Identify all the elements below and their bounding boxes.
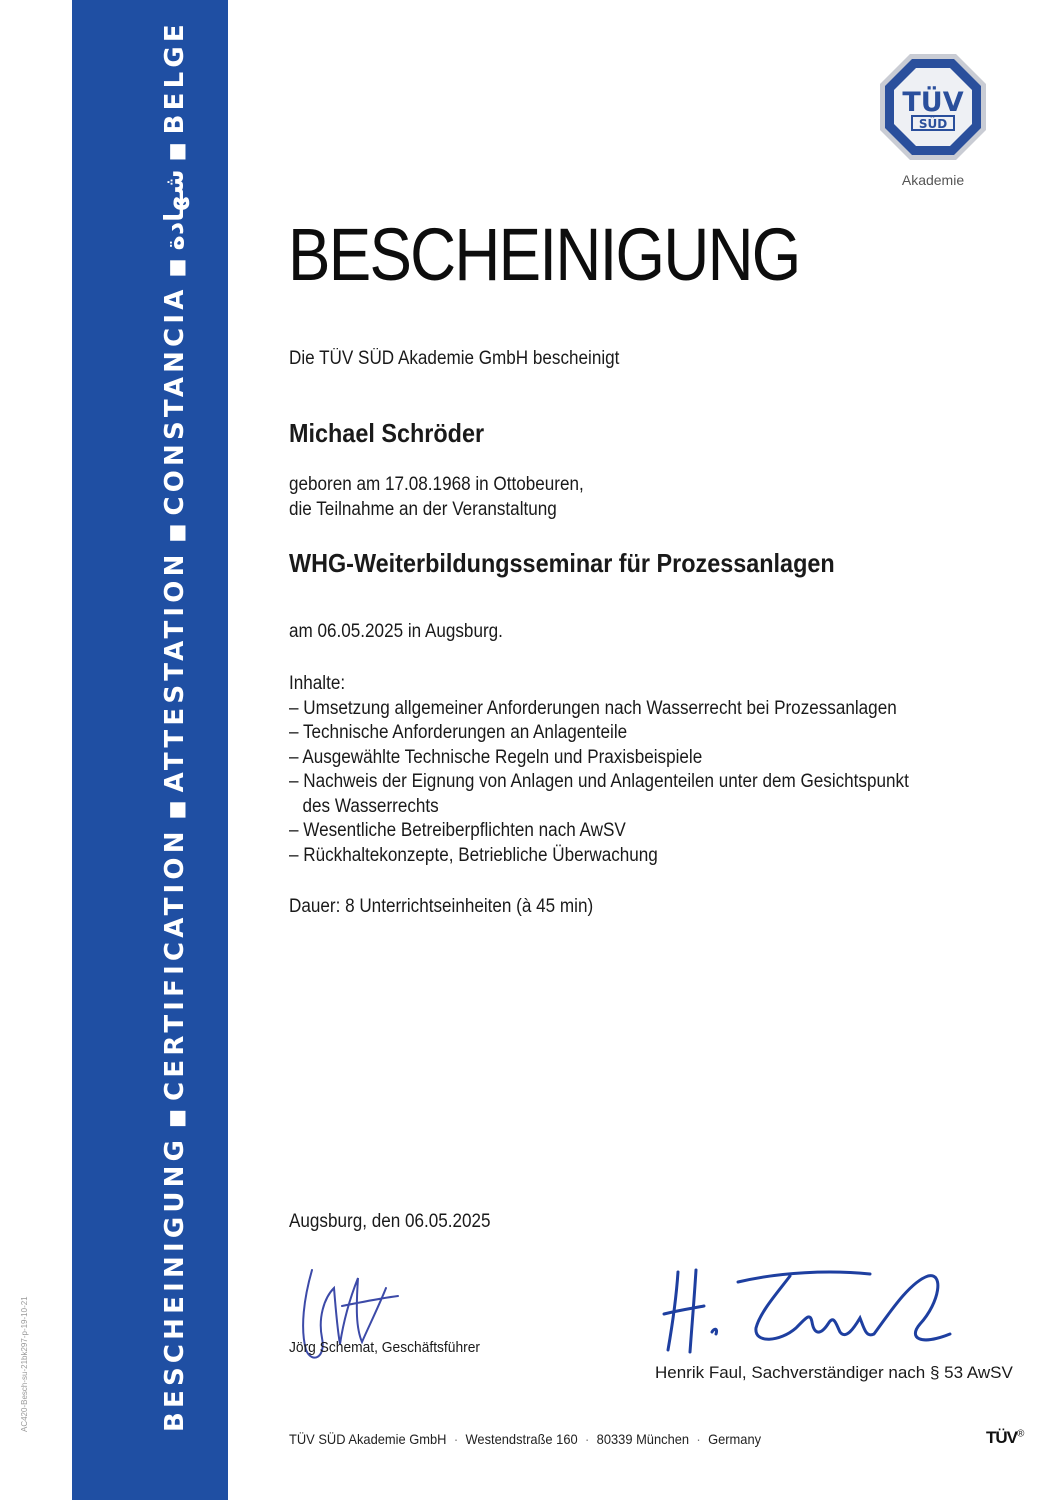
birth-line: geboren am 17.08.1968 in Ottobeuren, <box>289 474 584 495</box>
band-word-constancia: CONSTANCIA <box>160 285 190 516</box>
band-word-certification: CERTIFICATION <box>160 827 190 1101</box>
list-item: – Nachweis der Eignung von Anlagen und Anlagenteilen unter dem Gesichtspunkt <box>289 771 909 792</box>
band-separator: ■ <box>164 800 188 820</box>
contents-heading: Inhalte: <box>289 673 346 694</box>
participation-line: die Teilnahme an der Veranstaltung <box>289 499 557 520</box>
signature-label-schemat: Jörg Schemat, Geschäftsführer <box>289 1339 480 1356</box>
footer-company: TÜV SÜD Akademie GmbH <box>289 1431 447 1447</box>
list-item: – Umsetzung allgemeiner Anforderungen nach Wasserrecht bei Prozessanlagen <box>289 697 897 719</box>
footer-address <box>289 1431 761 1447</box>
seminar-date: am 06.05.2025 in Augsburg. <box>289 621 503 642</box>
participant-name: Michael Schröder <box>289 418 485 448</box>
contents-list <box>289 672 909 868</box>
footer-separator: · <box>585 1431 590 1447</box>
footer-separator: · <box>453 1431 459 1447</box>
tuv-sud-logo-icon <box>878 52 988 162</box>
list-item: – Rückhaltekonzepte, Betriebliche Überwachung <box>289 844 658 866</box>
list-item: – Ausgewählte Technische Regeln und Praxisbeispiele <box>289 746 703 768</box>
band-separator: ■ <box>164 142 188 162</box>
band-word-attestation: ATTESTATION <box>160 550 190 793</box>
footer-city: 80339 München <box>596 1431 690 1447</box>
signature-label-faul: Henrik Faul, Sachverständiger nach § 53 AwSV <box>655 1363 1013 1382</box>
band-word-belge: BELGE <box>160 20 190 135</box>
footer-separator: · <box>696 1431 701 1447</box>
duration-text: Dauer: 8 Unterrichtseinheiten (à 45 min) <box>289 896 594 917</box>
footer-logo-text: TÜV <box>986 1428 1017 1447</box>
place-date: Augsburg, den 06.05.2025 <box>289 1211 491 1232</box>
list-item-continuation: des Wasserrechts <box>302 795 439 817</box>
registered-mark: ® <box>1017 1428 1024 1440</box>
intro-text: Die TÜV SÜD Akademie GmbH bescheinigt <box>289 348 620 369</box>
seminar-title: WHG-Weiterbildungsseminar für Prozessanlagen <box>289 548 835 578</box>
list-item: – Wesentliche Betreiberpflichten nach AwSV <box>289 820 626 841</box>
band-separator: ■ <box>164 1108 188 1128</box>
footer-country: Germany <box>708 1431 762 1447</box>
footer-tuv-logo <box>986 1428 1023 1448</box>
side-band <box>72 0 228 1500</box>
logo-sub-brand: SÜD <box>918 117 948 131</box>
signature-faul-icon <box>660 1262 960 1362</box>
certificate-title: BESCHEINIGUNG <box>288 213 800 296</box>
band-word-bescheinigung: BESCHEINIGUNG <box>160 1135 190 1432</box>
band-separator: ■ <box>164 523 188 543</box>
birth-info <box>289 472 584 522</box>
band-text <box>162 20 189 1432</box>
list-item: – Technische Anforderungen an Anlagenteile <box>289 722 628 743</box>
logo-caption: Akademie <box>901 172 965 188</box>
band-separator: ■ <box>164 258 188 278</box>
document-code: AC420-Besch-su-21bk297-p-19-10-21 <box>20 1296 29 1432</box>
logo-brand: TÜV <box>902 87 964 118</box>
footer-street: Westendstraße 160 <box>465 1431 578 1447</box>
band-word-arabic: شهادة <box>160 169 190 251</box>
